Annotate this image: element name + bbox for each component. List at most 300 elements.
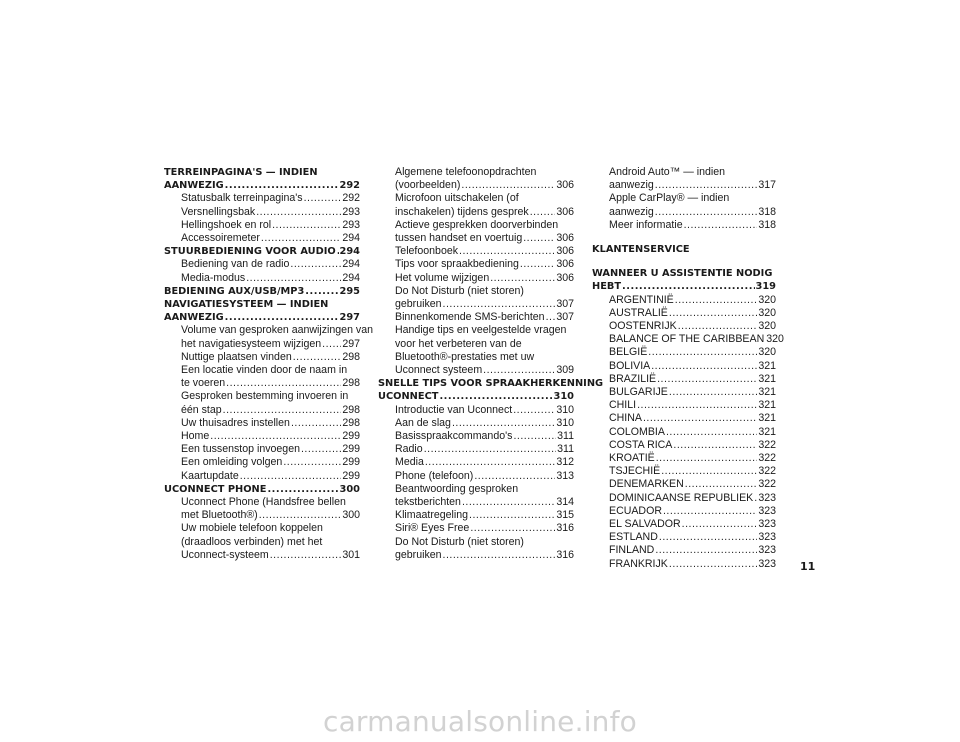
toc-line — [378, 377, 604, 390]
toc-page-number: 320 — [758, 293, 776, 306]
toc-entry — [592, 439, 776, 452]
toc-entry-text: Bluetooth®-prestaties met uw — [395, 350, 535, 363]
dot-leader — [520, 258, 555, 271]
toc-page-number: 294 — [339, 246, 360, 258]
toc-entry-text: Microfoon uitschakelen (of — [395, 192, 519, 205]
toc-entry — [164, 258, 360, 271]
toc-entry-text: Radio — [395, 443, 423, 456]
toc-entry-text: Het volume wijzigen — [395, 271, 490, 284]
toc-entry-text: COLOMBIA — [609, 425, 665, 438]
toc-entry — [592, 505, 776, 518]
toc-heading — [164, 245, 360, 258]
toc-entry — [378, 404, 574, 417]
toc-page-number: 323 — [758, 544, 776, 557]
dot-leader — [225, 311, 339, 324]
toc-entry-text: EL SALVADOR — [609, 518, 681, 531]
toc-entry — [592, 465, 776, 478]
toc-entry — [592, 492, 776, 505]
toc-entry-text: (voorbeelden) — [395, 179, 461, 192]
toc-entry — [378, 417, 574, 430]
toc-entry-text: het navigatiesysteem wijzigen — [181, 337, 322, 350]
toc-line — [181, 338, 360, 351]
toc-page-number: 319 — [755, 281, 776, 293]
toc-entry-text: met Bluetooth®) — [181, 509, 258, 522]
toc-entry-text: BRAZILIË — [609, 372, 657, 385]
toc-page-number: 295 — [339, 285, 360, 297]
toc-line — [395, 258, 574, 271]
dot-leader — [210, 430, 341, 443]
toc-heading — [164, 298, 360, 324]
toc-line — [181, 219, 360, 232]
toc-line — [592, 280, 776, 293]
toc-entry-text: TERREINPAGINA'S — INDIEN — [164, 167, 318, 178]
toc-page-number: 294 — [342, 271, 360, 284]
toc-entry — [164, 443, 360, 456]
dot-leader — [270, 549, 342, 562]
toc-entry-text: Een locatie vinden door de naam in — [181, 364, 348, 377]
toc-entry — [164, 390, 360, 416]
toc-line — [181, 522, 360, 535]
toc-line — [181, 377, 360, 390]
toc-line — [395, 311, 574, 324]
toc-entry — [164, 206, 360, 219]
dot-leader — [673, 439, 757, 452]
toc-line — [609, 206, 776, 219]
dot-leader — [469, 509, 555, 522]
dot-leader — [225, 179, 339, 192]
dot-leader — [305, 285, 338, 298]
toc-line — [609, 192, 776, 205]
toc-entry-text: Klimaatregeling — [395, 509, 469, 522]
toc-line — [395, 470, 574, 483]
toc-column-1 — [164, 166, 373, 562]
toc-page-number: 306 — [556, 205, 574, 218]
dot-leader — [452, 417, 555, 430]
toc-entry — [592, 166, 776, 192]
toc-line — [395, 496, 574, 509]
toc-line — [395, 549, 574, 562]
dot-leader — [439, 390, 552, 403]
toc-page-number: 320 — [758, 306, 776, 319]
toc-entry-text: ARGENTINIË — [609, 293, 674, 306]
toc-entry — [378, 483, 574, 509]
toc-entry-text: Do Not Disturb (niet storen) — [395, 535, 524, 548]
toc-line — [181, 443, 360, 456]
toc-page-number: 298 — [342, 350, 360, 363]
toc-line — [181, 496, 360, 509]
toc-entry — [592, 346, 776, 359]
toc-entry-text: Uconnect-systeem — [181, 548, 269, 561]
toc-page-number: 294 — [342, 232, 360, 245]
toc-line — [181, 536, 360, 549]
toc-heading — [378, 377, 604, 403]
toc-line — [181, 404, 360, 417]
toc-entry-text: te voeren — [181, 377, 226, 390]
toc-line — [395, 483, 574, 496]
dot-leader — [685, 478, 758, 491]
toc-entry-text: Uconnect systeem — [395, 364, 483, 377]
dot-leader — [223, 404, 342, 417]
toc-entry — [592, 558, 776, 571]
toc-line — [395, 430, 574, 443]
toc-line — [164, 245, 360, 258]
toc-entry-text: AANWEZIG — [164, 180, 224, 192]
dot-leader — [655, 206, 758, 219]
toc-entry-text: FRANKRIJK — [609, 557, 668, 570]
toc-page-number: 314 — [556, 496, 574, 509]
dot-leader — [754, 492, 757, 505]
toc-entry-text: STUURBEDIENING VOOR AUDIO — [164, 246, 336, 258]
toc-entry-text: gebruiken — [395, 298, 442, 311]
toc-page-number: 311 — [557, 443, 574, 456]
toc-page-number: 309 — [556, 364, 574, 377]
dot-leader — [290, 258, 341, 271]
toc-line — [181, 206, 360, 219]
toc-entry-text: Uw thuisadres instellen — [181, 416, 290, 429]
toc-page-number: 307 — [556, 311, 574, 324]
toc-line — [609, 439, 776, 452]
toc-entry-text: Media-modus — [181, 271, 246, 284]
toc-entry — [164, 456, 360, 469]
toc-entry — [378, 470, 574, 483]
toc-entry-text: voor het verbeteren van de — [395, 337, 522, 350]
toc-line — [609, 386, 776, 399]
toc-entry — [592, 531, 776, 544]
dot-leader — [669, 558, 757, 571]
toc-entry-text: BELGIË — [609, 346, 648, 359]
toc-page-number: 310 — [556, 416, 574, 429]
toc-page-number: 320 — [758, 346, 776, 359]
toc-page-number: 317 — [758, 179, 776, 192]
toc-heading — [592, 267, 776, 293]
toc-entry-text: Versnellingsbak — [181, 205, 256, 218]
dot-leader — [669, 307, 757, 320]
toc-entry — [164, 417, 360, 430]
toc-entry — [378, 258, 574, 271]
toc-page-number: 306 — [556, 179, 574, 192]
toc-entry-text: Algemene telefoonopdrachten — [395, 166, 537, 178]
dot-leader — [322, 338, 341, 351]
toc-page-number: 310 — [556, 403, 574, 416]
toc-page-number: 292 — [339, 180, 360, 192]
toc-entry-text: tussen handset en voertuig — [395, 232, 523, 245]
dot-leader — [470, 522, 555, 535]
toc-entry-text: Introductie van Uconnect — [395, 403, 513, 416]
toc-entry — [378, 219, 574, 245]
toc-line — [395, 456, 574, 469]
toc-page-number: 292 — [342, 192, 360, 205]
toc-entry — [592, 219, 776, 232]
toc-line — [609, 294, 776, 307]
dot-leader — [682, 518, 758, 531]
toc-entry-text: Een omleiding volgen — [181, 456, 283, 469]
dot-leader — [443, 298, 556, 311]
toc-page-number: 322 — [758, 465, 776, 478]
toc-entry-text: Phone (telefoon) — [395, 469, 474, 482]
toc-entry-text: Do Not Disturb (niet storen) — [395, 284, 524, 297]
toc-line — [609, 452, 776, 465]
dot-leader — [256, 206, 341, 219]
toc-line — [395, 324, 574, 337]
toc-page-number: 297 — [342, 337, 360, 350]
dot-leader — [272, 219, 341, 232]
toc-entry — [592, 386, 776, 399]
dot-leader — [648, 346, 757, 359]
toc-page-number: 323 — [758, 557, 776, 570]
toc-line — [395, 536, 574, 549]
dot-leader — [675, 294, 758, 307]
toc-line — [609, 518, 776, 531]
toc-entry — [592, 399, 776, 412]
toc-line — [395, 364, 574, 377]
dot-leader — [283, 456, 341, 469]
toc-heading — [164, 285, 360, 298]
toc-line — [395, 232, 574, 245]
dot-leader — [637, 399, 757, 412]
toc-entry-text: Kaartupdate — [181, 469, 239, 482]
toc-page-number: 298 — [342, 403, 360, 416]
toc-line — [395, 338, 574, 351]
toc-entry — [592, 426, 776, 439]
toc-entry — [378, 536, 574, 562]
toc-entry — [164, 496, 360, 522]
toc-entry — [592, 294, 776, 307]
toc-entry-text: Binnenkomende SMS-berichten — [395, 311, 545, 324]
dot-leader — [655, 544, 757, 557]
toc-entry-text: Handige tips en veelgestelde vragen — [395, 324, 567, 337]
toc-entry-text: Media — [395, 456, 424, 469]
toc-page-number: 320 — [758, 320, 776, 333]
toc-heading — [164, 166, 360, 192]
toc-line — [609, 360, 776, 373]
toc-line — [395, 166, 574, 179]
toc-line — [609, 505, 776, 518]
toc-entry-text: OOSTENRIJK — [609, 320, 677, 333]
toc-line — [164, 285, 360, 298]
toc-line — [395, 417, 574, 430]
toc-entry — [164, 522, 360, 562]
toc-entry-text: CHINA — [609, 412, 642, 425]
toc-line — [164, 166, 360, 179]
toc-entry — [378, 166, 574, 192]
toc-entry-text: aanwezig — [609, 179, 654, 192]
toc-entry-text: Gesproken bestemming invoeren in — [181, 390, 349, 403]
toc-entry-text: Tips voor spraakbediening — [395, 258, 519, 271]
dot-leader — [301, 443, 341, 456]
toc-line — [181, 258, 360, 271]
toc-entry — [592, 307, 776, 320]
toc-line — [395, 298, 574, 311]
toc-entry — [592, 452, 776, 465]
toc-entry-text: FINLAND — [609, 544, 655, 557]
toc-entry — [164, 232, 360, 245]
toc-entry-text: CHILI — [609, 399, 637, 412]
dot-leader — [666, 426, 757, 439]
dot-leader — [513, 404, 555, 417]
toc-page-number: 299 — [342, 443, 360, 456]
toc-page-number: 298 — [342, 377, 360, 390]
toc-page-number: 306 — [556, 271, 574, 284]
toc-page-number: 310 — [553, 391, 574, 403]
toc-entry-text: AUSTRALIË — [609, 306, 668, 319]
toc-page-number: 321 — [758, 372, 776, 385]
dot-leader — [461, 179, 555, 192]
dot-leader — [643, 412, 757, 425]
dot-leader — [483, 364, 555, 377]
dot-leader — [659, 531, 757, 544]
toc-entry — [164, 219, 360, 232]
toc-entry-text: Home — [181, 430, 210, 443]
toc-line — [592, 267, 776, 280]
toc-line — [395, 522, 574, 535]
toc-line — [181, 324, 373, 337]
dot-leader — [523, 232, 555, 245]
toc-entry-text: BULGARIJE — [609, 386, 668, 399]
toc-line — [609, 219, 776, 232]
toc-entry-text: AANWEZIG — [164, 312, 224, 324]
toc-line — [395, 179, 574, 192]
toc-entry — [164, 324, 373, 350]
toc-entry — [592, 192, 776, 218]
toc-entry-text: Uw mobiele telefoon koppelen — [181, 522, 323, 535]
dot-leader — [291, 417, 341, 430]
toc-entry-text: inschakelen) tijdens gesprek — [395, 205, 529, 218]
toc-line — [609, 478, 776, 491]
toc-line — [609, 320, 776, 333]
dot-leader — [490, 272, 555, 285]
toc-page-number: 318 — [758, 218, 776, 231]
toc-entry-text: Volume van gesproken aanwijzingen van — [181, 324, 373, 337]
toc-line — [378, 390, 574, 403]
page-number: 11 — [800, 560, 816, 573]
toc-page-number: 321 — [758, 412, 776, 425]
toc-line — [609, 492, 776, 505]
toc-entry — [592, 320, 776, 333]
toc-entry — [164, 192, 360, 205]
toc-line — [395, 404, 574, 417]
dot-leader — [267, 483, 338, 496]
toc-line — [609, 307, 776, 320]
toc-line — [609, 412, 776, 425]
toc-page-number: 293 — [342, 205, 360, 218]
toc-page-number: 323 — [758, 491, 776, 504]
toc-entry-text: Apple CarPlay® — indien — [609, 192, 730, 205]
toc-entry-text: één stap — [181, 403, 222, 416]
toc-page-number: 321 — [758, 425, 776, 438]
dot-leader — [443, 549, 556, 562]
toc-column-3 — [592, 166, 784, 571]
toc-entry-text: Bediening van de radio — [181, 258, 290, 271]
dot-leader — [684, 219, 758, 232]
dot-leader — [546, 311, 556, 324]
toc-entry-text: Nuttige plaatsen vinden — [181, 350, 292, 363]
toc-page-number: 318 — [758, 205, 776, 218]
dot-leader — [293, 351, 342, 364]
toc-line — [181, 509, 360, 522]
toc-line — [395, 272, 574, 285]
toc-entry-text: ECUADOR — [609, 504, 662, 517]
toc-page-number: 306 — [556, 232, 574, 245]
toc-line — [181, 549, 360, 562]
dot-leader — [661, 465, 757, 478]
toc-page-number: 299 — [342, 456, 360, 469]
toc-entry-text: Android Auto™ — indien — [609, 166, 726, 178]
toc-page-number: 313 — [556, 469, 574, 482]
dot-leader — [246, 272, 341, 285]
toc-page-number: 299 — [342, 430, 360, 443]
toc-page-number: 307 — [556, 298, 574, 311]
toc-line — [609, 346, 776, 359]
toc-entry-text: Hellingshoek en rol — [181, 218, 272, 231]
dot-leader — [655, 179, 758, 192]
toc-entry-text: Basisspraakcommando's — [395, 430, 513, 443]
toc-entry-text: Beantwoording gesproken — [395, 482, 519, 495]
toc-page-number: 297 — [339, 312, 360, 324]
toc-page-number: 316 — [556, 548, 574, 561]
toc-line — [164, 179, 360, 192]
toc-page-number: 322 — [758, 452, 776, 465]
toc-line — [181, 417, 360, 430]
toc-page-number: 321 — [758, 399, 776, 412]
toc-entry — [164, 351, 360, 364]
toc-page-number: 321 — [758, 386, 776, 399]
toc-entry-text: Aan de slag — [395, 416, 451, 429]
toc-entry-text: BALANCE OF THE CARIBBEAN — [609, 333, 765, 346]
toc-line — [181, 232, 360, 245]
dot-leader — [678, 320, 758, 333]
toc-entry — [164, 430, 360, 443]
toc-entry — [164, 470, 360, 483]
dot-leader — [669, 386, 757, 399]
toc-entry-text: BOLIVIA — [609, 359, 651, 372]
toc-line — [395, 285, 574, 298]
toc-entry-text: KLANTENSERVICE — [592, 244, 690, 256]
toc-page-number: 321 — [758, 359, 776, 372]
toc-entry-text: NAVIGATIESYSTEEM — INDIEN — [164, 299, 329, 311]
toc-line — [609, 166, 776, 179]
dot-leader — [459, 245, 555, 258]
toc-line — [395, 219, 574, 232]
dot-leader — [304, 192, 342, 205]
dot-leader — [656, 452, 758, 465]
toc-entry — [378, 456, 574, 469]
toc-entry-text: Actieve gesprekken doorverbinden — [395, 218, 559, 231]
toc-entry-text: HEBT — [592, 281, 622, 293]
toc-entry — [592, 333, 784, 346]
toc-entry-text: UCONNECT PHONE — [164, 483, 267, 495]
toc-page-number: 322 — [758, 478, 776, 491]
toc-heading — [592, 243, 776, 256]
toc-line — [395, 245, 574, 258]
watermark: carmanualsonline.info — [322, 705, 638, 738]
toc-page-number: 323 — [758, 504, 776, 517]
toc-page-number: 306 — [556, 245, 574, 258]
toc-page-number: 298 — [342, 416, 360, 429]
toc-page-number: 312 — [556, 456, 574, 469]
toc-entry — [378, 509, 574, 522]
toc-column-2 — [378, 166, 604, 562]
toc-entry — [378, 324, 574, 377]
dot-leader — [622, 280, 755, 293]
toc-entry-text: Accessoiremeter — [181, 232, 260, 245]
toc-entry — [164, 272, 360, 285]
dot-leader — [424, 443, 556, 456]
toc-entry-text: (draadloos verbinden) met het — [181, 535, 323, 548]
toc-entry-text: aanwezig — [609, 205, 654, 218]
toc-entry — [592, 412, 776, 425]
toc-entry — [592, 360, 776, 373]
toc-entry-text: KROATIË — [609, 452, 655, 465]
